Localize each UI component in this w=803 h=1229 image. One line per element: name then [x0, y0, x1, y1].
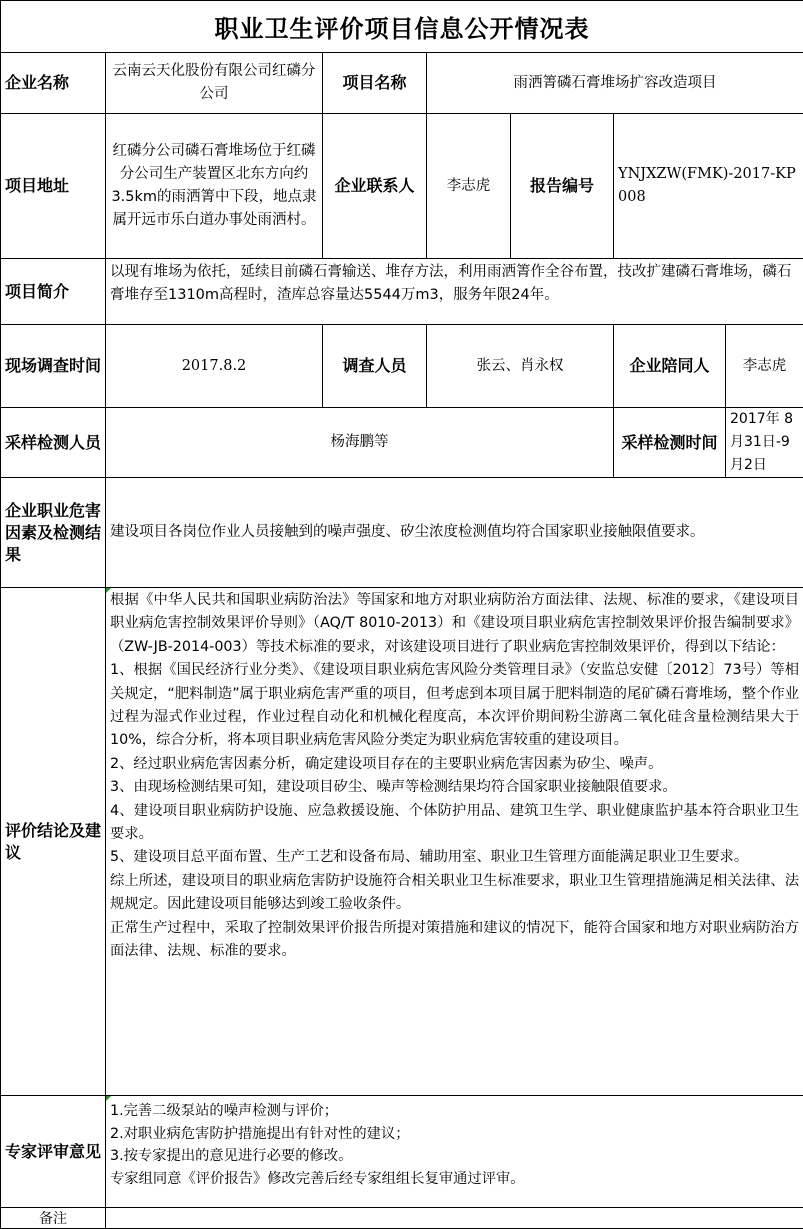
contact-label: 企业联系人 [323, 114, 427, 259]
conclusion-paragraph: 2、经过职业病危害因素分析，确定建设项目存在的主要职业病危害因素为矽尘、噪声。 [110, 753, 799, 776]
investigators-label: 调查人员 [323, 325, 427, 408]
expert-body [106, 1096, 803, 1208]
address-value: 红磷分公司磷石膏堆场位于红磷分公司生产装置区北东方向约3.5km的雨洒箐中下段，地点隶属开远市乐白道办事处雨洒村。 [106, 114, 323, 259]
page-title: 职业卫生评价项目信息公开情况表 [1, 1, 803, 53]
expert-line: 专家组同意《评价报告》修改完善后经专家组组长复审通过评审。 [110, 1168, 799, 1191]
address-label: 项目地址 [1, 114, 106, 259]
survey-time-label: 现场调查时间 [1, 325, 106, 408]
samplers-value: 杨海鹏等 [106, 408, 614, 478]
expert-line: 2.对职业病危害防护措施提出有针对性的建议； [110, 1123, 799, 1146]
conclusion-paragraph: 正常生产过程中，采取了控制效果评价报告所提对策措施和建议的情况下，能符合国家和地方对职业病防治方面法律、法规、标准的要求。 [110, 917, 799, 964]
conclusion-paragraph: 5、建设项目总平面布置、生产工艺和设备布局、辅助用室、职业卫生管理方面能满足职业卫生要求。 [110, 846, 799, 869]
sample-time-value: 2017年 8月31日-9月2日 [726, 408, 803, 478]
expert-line: 1.完善二级泵站的噪声检测与评价； [110, 1100, 799, 1123]
hazards-value: 建设项目各岗位作业人员接触到的噪声强度、矽尘浓度检测值均符合国家职业接触限值要求。 [106, 478, 803, 588]
sample-time-label: 采样检测时间 [614, 408, 726, 478]
hazards-label: 企业职业危害因素及检测结果 [1, 478, 106, 588]
contact-value: 李志虎 [427, 114, 511, 259]
conclusion-paragraph: 4、建设项目职业病防护设施、应急救援设施、个体防护用品、建筑卫生学、职业健康监护基本符合职业卫生要求。 [110, 800, 799, 847]
project-name-value: 雨洒箐磷石膏堆场扩容改造项目 [427, 53, 803, 114]
conclusion-paragraph: 根据《中华人民共和国职业病防治法》等国家和地方对职业病防治方面法律、法规、标准的要求，《建设项目职业病危害控制效果评价导则》（AQ/T 8010-2013）和《建设项目职业病危害控制效果评价报告编制要求》（ZW-JB-2014-003）等技术标准的要求，对该建设项目进行了职业病危害控制效果评价，得到以下结论： [110, 589, 799, 659]
remark-value [106, 1208, 803, 1229]
conclusion-paragraph: 1、根据《国民经济行业分类》、《建设项目职业病危害风险分类管理目录》（安监总安健〔2012〕73号）等相关规定，“肥料制造”属于职业病危害严重的项目，但考虑到本项目属于肥料制造的尾矿磷石膏堆场，整个作业过程为湿式作业过程，作业过程自动化和机械化程度高，本次评价期间粉尘游离二氧化硅含量检测结果大于10%，综合分析，将本项目职业病危害风险分类定为职业病危害较重的建设项目。 [110, 659, 799, 753]
survey-time-value: 2017.8.2 [106, 325, 323, 408]
investigators-value: 张云、肖永权 [427, 325, 614, 408]
conclusion-label: 评价结论及建议 [1, 588, 106, 1096]
company-label: 企业名称 [1, 53, 106, 114]
expert-line: 3.按专家提出的意见进行必要的修改。 [110, 1145, 799, 1168]
project-name-label: 项目名称 [323, 53, 427, 114]
conclusion-body [106, 588, 803, 1096]
summary-label: 项目简介 [1, 259, 106, 325]
remark-label: 备注 [1, 1208, 106, 1229]
conclusion-paragraph: 综上所述，建设项目的职业病危害防护设施符合相关职业卫生标准要求，职业卫生管理措施满足相关法律、法规规定。因此建设项目能够达到竣工验收条件。 [110, 870, 799, 917]
company-value: 云南云天化股份有限公司红磷分公司 [106, 53, 323, 114]
accompany-label: 企业陪同人 [614, 325, 726, 408]
samplers-label: 采样检测人员 [1, 408, 106, 478]
accompany-value: 李志虎 [726, 325, 803, 408]
report-no-value: YNJXZW(FMK)-2017-KP008 [614, 114, 803, 259]
summary-value: 以现有堆场为依托，延续目前磷石膏输送、堆存方法，利用雨洒箐作全谷布置，技改扩建磷石膏堆场，磷石膏堆存至1310m高程时，渣库总容量达5544万m3，服务年限24年。 [106, 259, 803, 325]
conclusion-paragraph: 3、由现场检测结果可知，建设项目矽尘、噪声等检测结果均符合国家职业接触限值要求。 [110, 776, 799, 799]
expert-label: 专家评审意见 [1, 1096, 106, 1208]
report-no-label: 报告编号 [511, 114, 614, 259]
